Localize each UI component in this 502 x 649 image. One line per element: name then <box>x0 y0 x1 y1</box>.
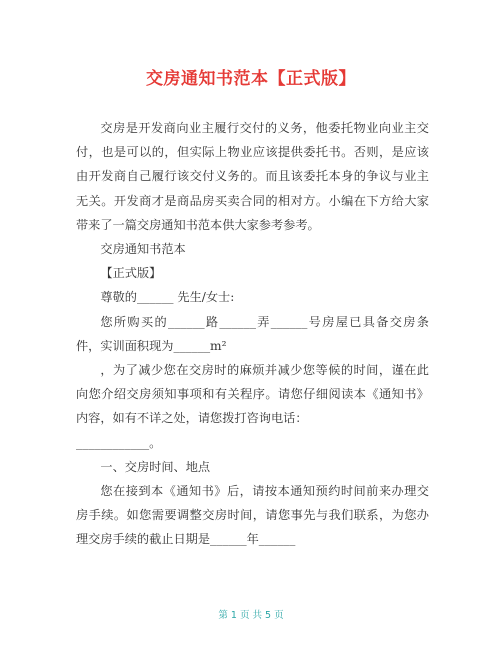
notice-paragraph: ，为了减少您在交房时的麻烦并减少您等候的时间，谨在此向您介绍交房须知事项和有关程序。请您仔细阅读本《通知书》内容，如有不详之处，请您拨打咨询电话： <box>76 363 429 426</box>
page-footer: 第 1 页 共 5 页 <box>218 610 284 621</box>
property-paragraph: 您所购买的______路______弄______号房屋已具备交房条件，实训面积现为______m² <box>76 314 429 353</box>
template-heading: 交房通知书范本 <box>100 242 186 257</box>
document-body <box>76 116 429 552</box>
section-heading: 一、交房时间、地点 <box>100 459 211 474</box>
salutation: 尊敬的______ 先生/女士: <box>100 290 235 305</box>
version-label: 【正式版】 <box>100 266 162 281</box>
intro-paragraph: 交房是开发商向业主履行交付的义务，他委托物业向业主交付，也是可以的，但实际上物业应该提供委托书。否则，是应该由开发商自己履行该交付义务的。而且该委托本身的争议与业主无关。开发商才是商品房买卖合同的相对方。小编在下方给大家带来了一篇交房通知书范本供大家参考参考。 <box>76 121 429 232</box>
time-paragraph: 您在接到本《通知书》后，请按本通知预约时间前来办理交房手续。如您需要调整交房时间，请您事先与我们联系，为您办理交房手续的截止日期是______年______ <box>76 484 429 547</box>
document-title: 交房通知书范本【正式版】 <box>146 69 356 89</box>
phone-blank: ____________。 <box>76 435 162 450</box>
